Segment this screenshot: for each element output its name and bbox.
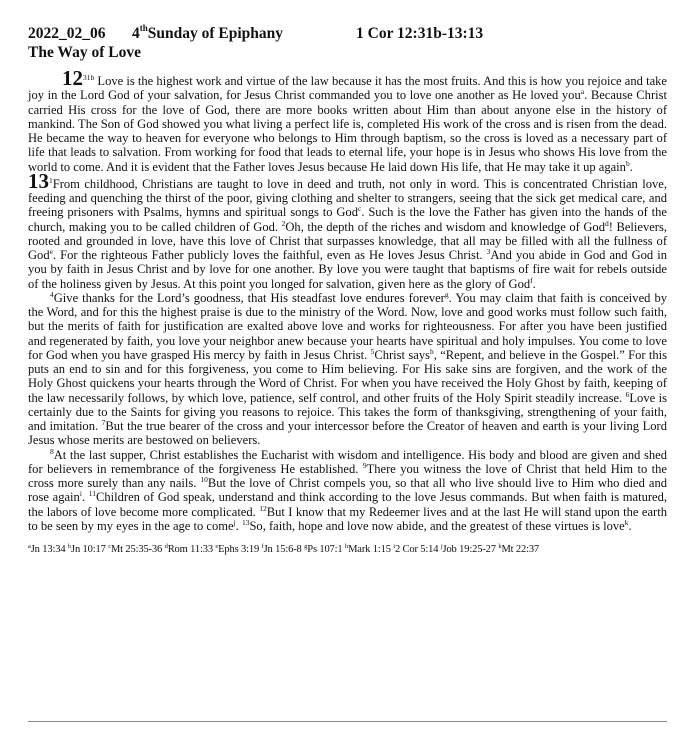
- verse-number: 31b: [83, 73, 95, 82]
- verse-number: 8: [50, 446, 54, 456]
- date: 2022_02_06: [28, 25, 106, 42]
- verse-number: 2: [281, 218, 286, 228]
- verse-number: 11: [88, 489, 97, 499]
- chapter-number: 12: [62, 66, 83, 90]
- scripture-reference: 1 Cor 12:31b-13:13: [356, 25, 484, 42]
- sermon-body: [28, 66, 668, 533]
- footnote: $^a$Jn 13:34: [28, 543, 66, 555]
- verse-number: 6: [625, 389, 630, 399]
- verse-number: 12: [259, 503, 267, 513]
- footnote: $^f$Jn 15:6-8: [261, 543, 302, 555]
- footnote-marker: b: [625, 158, 630, 168]
- footnote-marker: i: [79, 489, 82, 499]
- footnote: $^d$Rom 11:33: [164, 543, 213, 555]
- verse-number: 7: [101, 418, 106, 427]
- header-row: [28, 24, 667, 43]
- footnote-marker: j: [233, 517, 236, 527]
- footnote: $^g$Ps 107:1: [304, 543, 343, 555]
- footnotes: [28, 543, 667, 556]
- paragraph-4: $^8$At the last supper, Christ establishes the Eucharist with wisdom and intelligence. His body and blood are given and shed for believers in remembrance of the forgiveness He established. $^9$There you witness the love of Christ that held Him to the cross more surely than any nails. $^{10}$But the love of Christ compels you, so that all who live should live to Him who died and rose again$^i$. $^{11}$Children of God speak, understand and think according to the love Jesus commands. But when faith is matured, the labors of love become more complicated. $^{12}$But I know that my Redeemer lives and at the last He will stand upon the earth to be seen by my eyes in the age to come$^j$. $^{13}$So, faith, hope and love now abide, and the greatest of these virtues is love$^k$.: [28, 446, 668, 533]
- footnote: $^j$Job 19:25-27: [440, 543, 496, 555]
- footnote: $^h$Mark 1:15: [345, 543, 391, 555]
- paragraph-1: $12^{31b}$ Love is the highest work and virtue of the law because it has the most fruits. And this is how you rejoice and take joy in the Lord God of your salvation, for Jesus Christ commanded you to love one another as He loved you$^a$. Because Christ carried His cross for the love of God, there are more books written about Him than about anyone else in the history of mankind. The Son of God showed you what living a perfect life is, completed His work of the cross and is risen from the dead. He became the way to heaven for everyone who belongs to Him through baptism, so the cross is loved as a necessary part of life that leads to salvation. From working for food that leads to eternal life, your hope is in Jesus who shows His love from the world to come. And it is evident that the Father loves Jesus because He laid down His life, that He may take it up again$^b$.: [28, 66, 667, 174]
- footnote-marker: a: [580, 87, 585, 97]
- verse-number: 1: [49, 175, 53, 185]
- footnote: $^c$Mt 25:35-36: [108, 543, 163, 555]
- verse-number: 9: [362, 460, 367, 470]
- footnote-marker: k: [624, 517, 629, 527]
- footnote: $^e$Ephs 3:19: [215, 543, 260, 555]
- footnote-marker: d: [604, 218, 609, 228]
- footnote: $^b$Jn 10:17: [67, 543, 106, 555]
- footnote-marker: h: [429, 346, 434, 356]
- header: [28, 24, 667, 62]
- bottom-rule: [28, 721, 667, 722]
- footnote-marker: c: [357, 204, 362, 214]
- subtitle: The Way of Love: [28, 44, 141, 61]
- paragraph-2: $13^1From$ childhood, Christians are taught to love in deed and truth, not only in word. This is concentrated Christian love, feeding and quenching the thirst of the poor, giving clothing and shelter to strangers, seeing that the sick get medical care, and freeing prisoners with Psalms, hymns and spiritual songs to God$^c$. Such is the love the Father has given into the hands of the church, making you to be called children of God. $^2$Oh, the depth of the riches and wisdom and knowledge of God$^d$! Believers, rooted and grounded in love, have this love of Christ that surpasses knowledge, that all may be filled with all the fullness of God$^e$. For the righteous Father publicly loves the faithful, even as He loves Jesus Christ. $^3$And you abide in God and God in you by faith in Jesus Christ and by love for one another. By love you were taught that baptisms of fire wait for rebels outside of the holiness given by Jesus. At this point you longed for salvation, given here as the glory of God$^f$.: [28, 168, 667, 291]
- verse-number: 10: [200, 475, 208, 484]
- verse-number: 13: [241, 517, 250, 527]
- verse-number: 4: [50, 289, 54, 299]
- footnote: $^i$2 Cor 5:14: [393, 543, 439, 555]
- paragraph-3: $^4$Give thanks for the Lord’s goodness, that His steadfast love endures forever$^g$. You may claim that faith is conceived by the Word, and for this the highest praise is due to the ministry of the Word. Now, love and good works must follow such faith, but the merits of faith for justification are exalted above love and works for righteousness. For after you have been justified and regenerated by faith, you love your neighbor anew because your hearts have spiritual and holy impulses. You come to love for God when you have grasped His mercy by faith in Jesus Christ. $^5$Christ says$^h$, “Repent, and believe in the Gospel.” For this puts an end to sin and for this forgiveness, you come to Him believing. For His sake sins are forgiven, and the work of the Holy Ghost quickens your hearts through the Word of Christ. For when you have received the Holy Ghost by faith, keeping of the law necessarily follows, by which love, patience, self control, and other fruits of the Holy Spirit steadily increase. $^6$Love is certainly due to the Saints for giving you reasons to rejoice. This takes the form of thanksgiving, strengthening of your faith, and imitation. $^7$But the true bearer of the cross and your intercessor before the Creator of heaven and earth is your living Lord Jesus whose merits are bestowed on believers.: [28, 289, 667, 448]
- chapter-number: 13: [28, 168, 49, 193]
- footnote-marker: e: [49, 247, 53, 256]
- sunday-title: 4thSunday of Epiphany: [132, 23, 284, 42]
- verse-number: 5: [370, 346, 375, 356]
- verse-number: 3: [486, 247, 491, 256]
- footnote-marker: f: [530, 275, 533, 285]
- footnote: $^k$Mt 22:37: [498, 543, 540, 555]
- footnote-marker: g: [444, 289, 449, 299]
